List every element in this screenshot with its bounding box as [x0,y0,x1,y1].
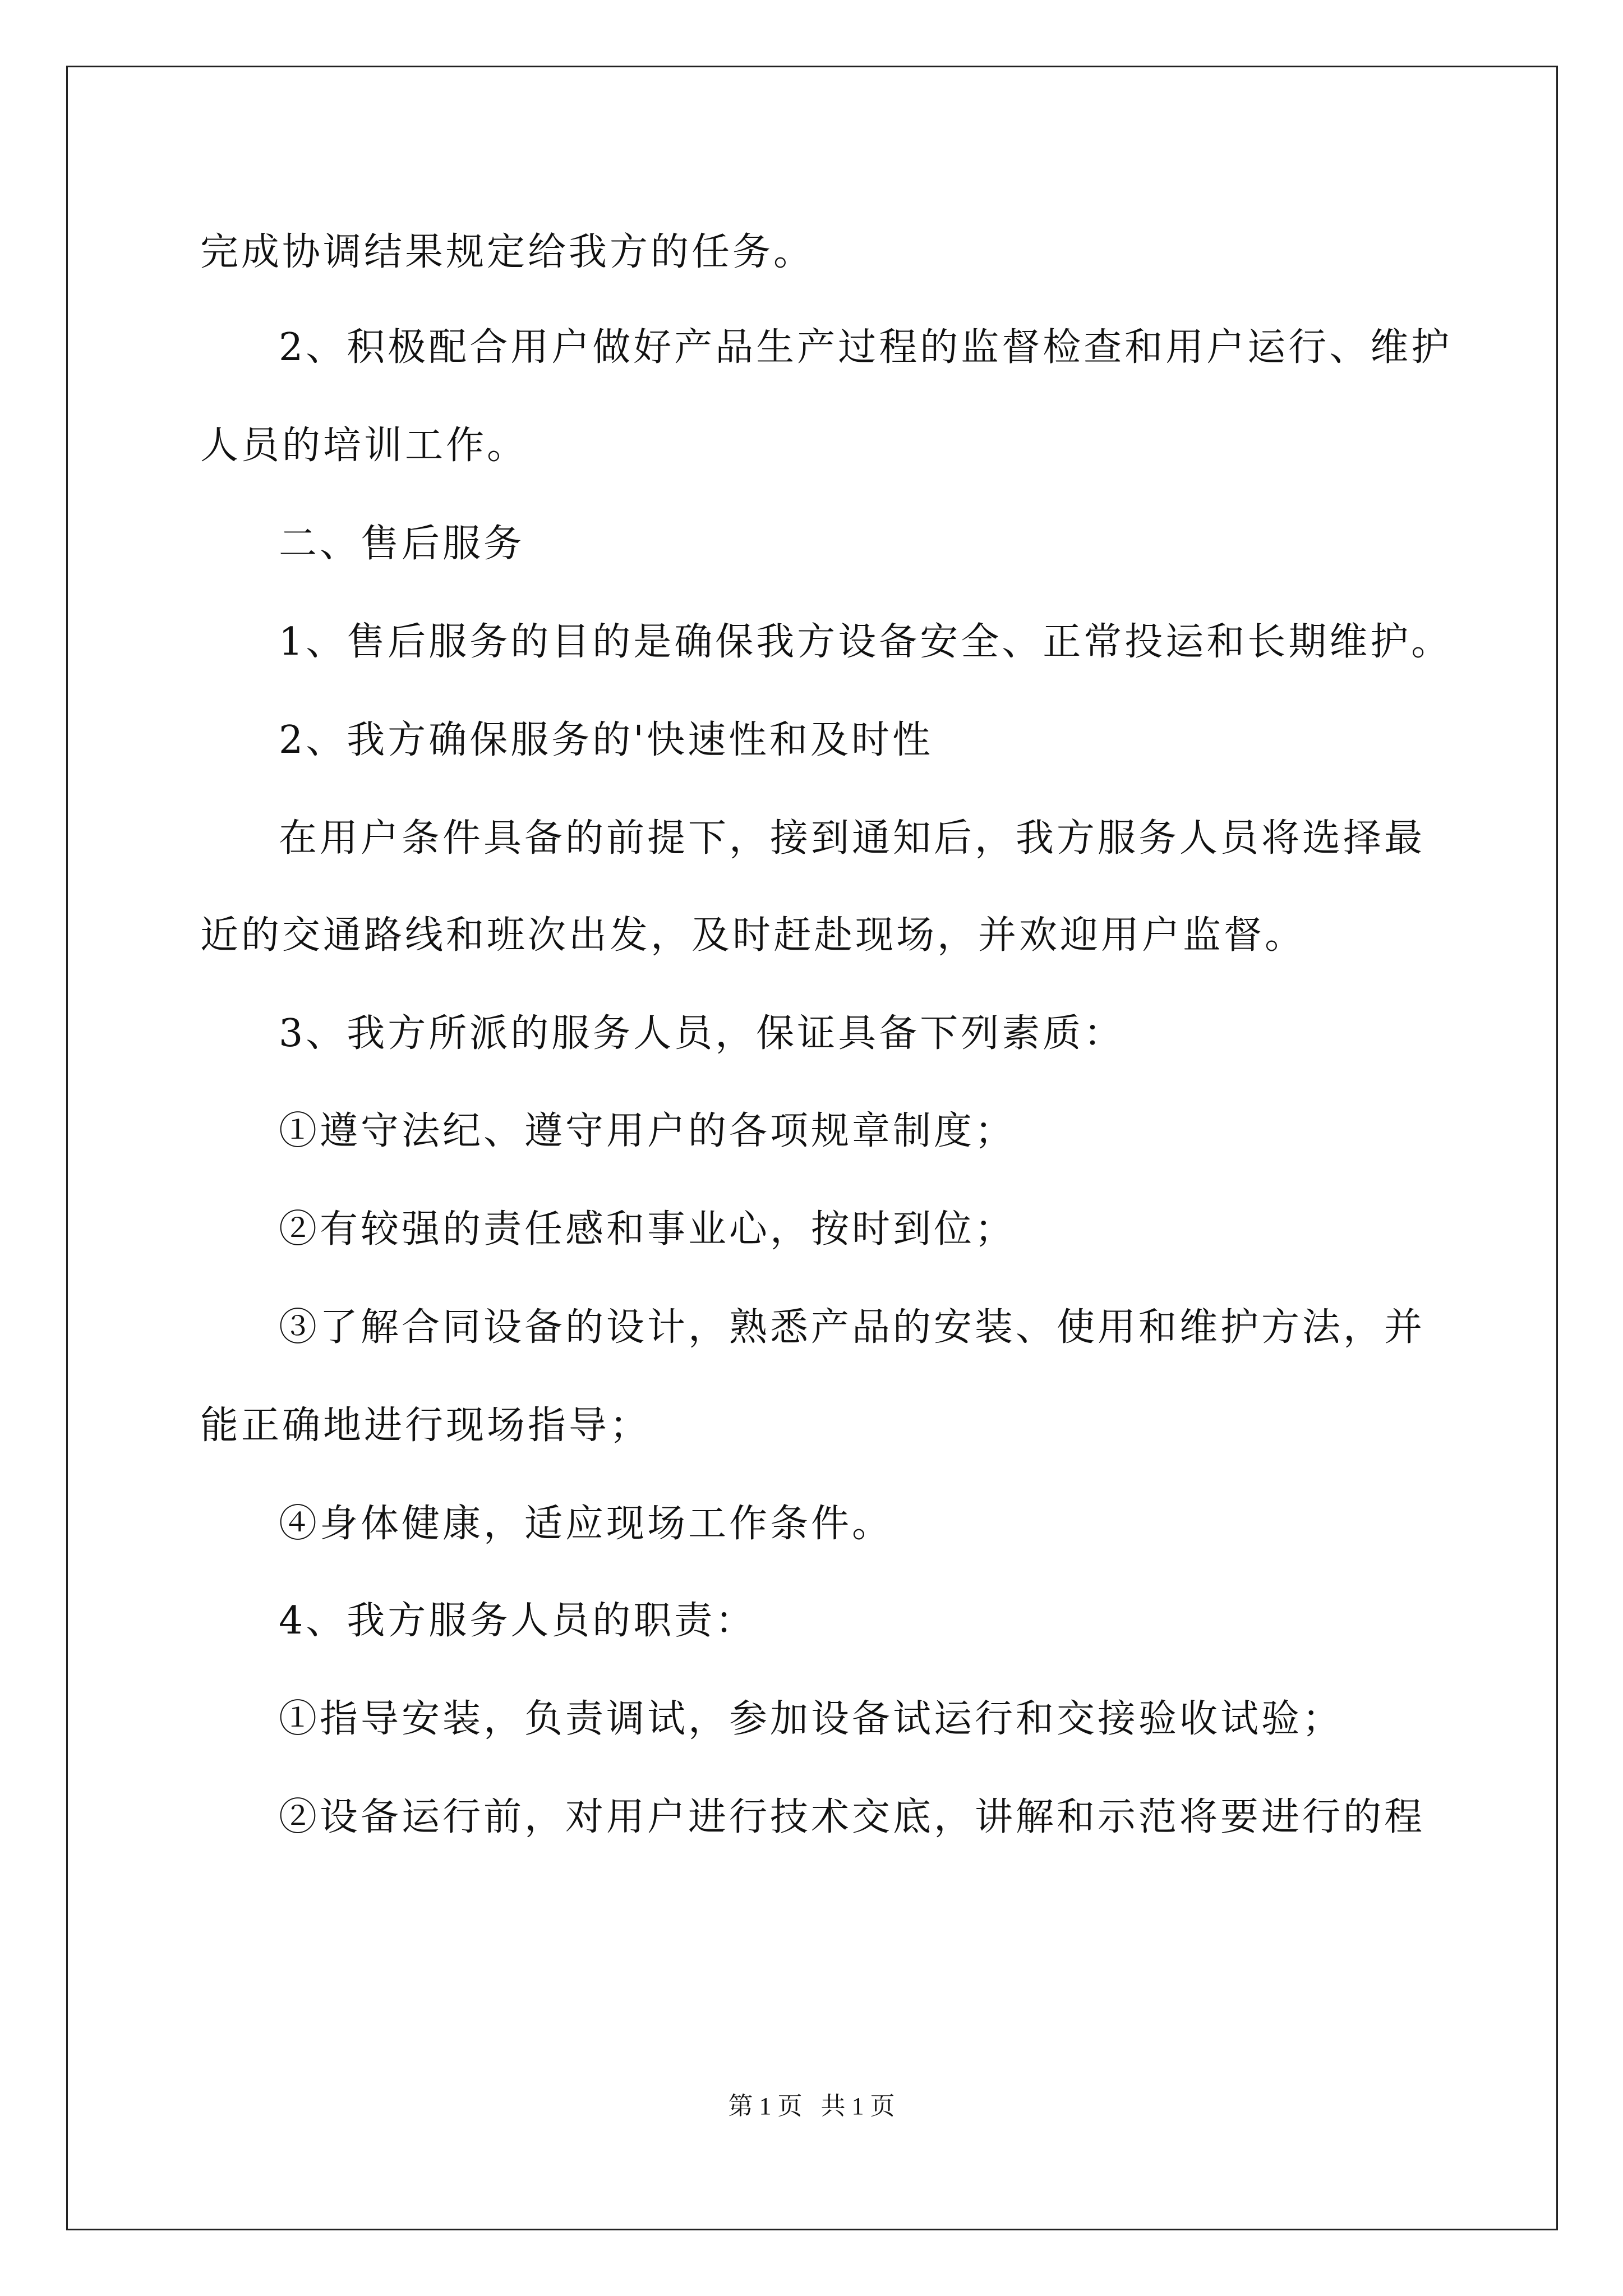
section-heading-after-sales: 二、售后服务 [279,522,525,566]
text-line-16: ①指导安装，负责调试，参加设备试运行和交接验收试验； [279,1697,1344,1741]
text-line-15: 4、我方服务人员的职责： [279,1599,757,1643]
text-line-3: 人员的培训工作。 [200,424,528,468]
page-number-footer: 第 1 页 共 1 页 [728,2092,895,2120]
text-line-10: ①遵守法纪、遵守用户的各项规章制度； [279,1109,1016,1153]
text-line-5: 1、售后服务的目的是确保我方设备安全、正常投运和长期维护。 [279,620,1453,664]
text-line-2: 2、积极配合用户做好产品生产过程的监督检查和用户运行、维护 [279,325,1453,370]
text-line-9: 3、我方所派的服务人员，保证具备下列素质： [279,1011,1125,1056]
text-line-12: ③了解合同设备的设计，熟悉产品的安装、使用和维护方法，并 [279,1305,1426,1350]
text-line-6: 2、我方确保服务的'快速性和及时性 [279,718,933,762]
text-line-17: ②设备运行前，对用户进行技术交底，讲解和示范将要进行的程 [279,1795,1426,1839]
text-line-1: 完成协调结果规定给我方的任务。 [200,230,815,274]
text-line-14: ④身体健康，适应现场工作条件。 [279,1502,893,1546]
text-line-11: ②有较强的责任感和事业心，按时到位； [279,1207,1016,1251]
text-line-13: 能正确地进行现场指导； [200,1404,651,1448]
text-line-7: 在用户条件具备的前提下，接到通知后，我方服务人员将选择最 [279,816,1426,861]
text-line-8: 近的交通路线和班次出发，及时赶赴现场，并欢迎用户监督。 [200,913,1306,958]
